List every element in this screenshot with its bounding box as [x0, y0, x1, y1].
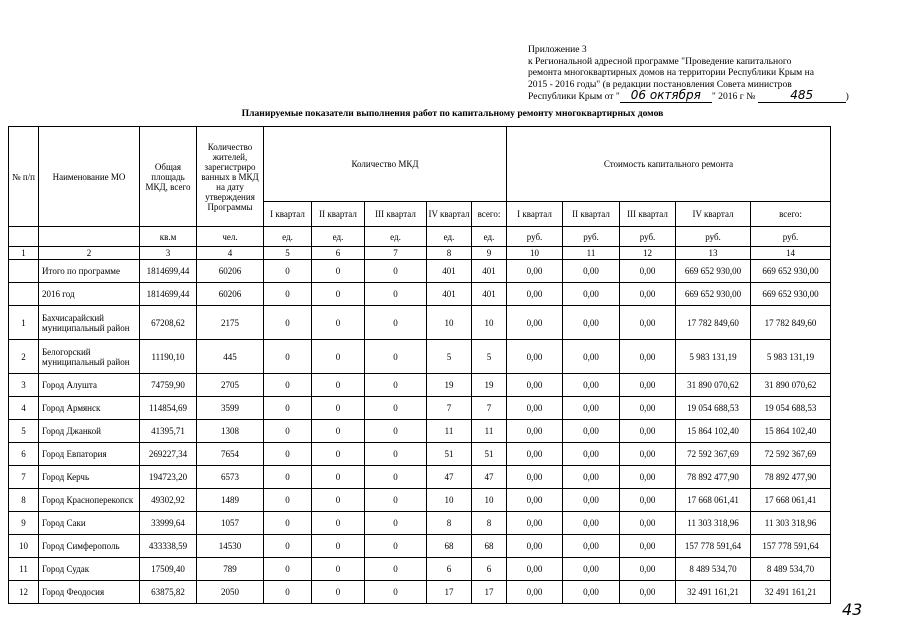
table-cell: 0 — [312, 420, 365, 443]
column-number: 13 — [676, 247, 751, 260]
table-cell: 0 — [365, 581, 427, 604]
municipality-name: Город Керчь — [39, 466, 140, 489]
table-cell: 0,00 — [563, 512, 620, 535]
municipality-name: Город Симферополь — [39, 535, 140, 558]
header-sub: II квартал — [563, 202, 620, 227]
units-cell: руб. — [563, 227, 620, 247]
table-cell: 2705 — [197, 374, 264, 397]
table-cell: 10 — [427, 489, 472, 512]
table-cell: 0,00 — [563, 340, 620, 374]
table-row — [9, 443, 831, 466]
appendix-header — [528, 44, 888, 103]
table-cell: 51 — [427, 443, 472, 466]
table-cell: 1 — [9, 306, 39, 340]
table-cell: 2175 — [197, 306, 264, 340]
table-cell: 0,00 — [563, 489, 620, 512]
column-number: 5 — [264, 247, 312, 260]
table-cell: 5 — [427, 340, 472, 374]
table-row — [9, 489, 831, 512]
table-cell: 0,00 — [620, 420, 676, 443]
table-cell: 401 — [472, 260, 507, 283]
table-cell: 17 782 849,60 — [676, 306, 751, 340]
header-sub: I квартал — [507, 202, 563, 227]
units-cell — [9, 227, 39, 247]
table-cell: 0 — [264, 397, 312, 420]
table-cell: 10 — [9, 535, 39, 558]
table-cell: 32 491 161,21 — [751, 581, 831, 604]
table-cell: 0,00 — [507, 443, 563, 466]
table-cell: 401 — [427, 260, 472, 283]
table-row — [9, 374, 831, 397]
table-cell: 0 — [365, 466, 427, 489]
table-cell: 2 — [9, 340, 39, 374]
handwritten-date: 06 октября — [620, 90, 712, 103]
table-cell: 72 592 367,69 — [676, 443, 751, 466]
table-cell: 789 — [197, 558, 264, 581]
units-cell: ед. — [312, 227, 365, 247]
table-cell: 0 — [264, 581, 312, 604]
table-cell: 669 652 930,00 — [751, 260, 831, 283]
table-cell: 31 890 070,62 — [676, 374, 751, 397]
table-cell: 0 — [312, 374, 365, 397]
column-number: 8 — [427, 247, 472, 260]
table-cell: 33999,64 — [140, 512, 197, 535]
table-cell: 1814699,44 — [140, 283, 197, 306]
table-cell: 7 — [9, 466, 39, 489]
municipality-name: Белогорский муниципальный район — [39, 340, 140, 374]
units-cell: чел. — [197, 227, 264, 247]
table-cell: 269227,34 — [140, 443, 197, 466]
units-cell: ед. — [365, 227, 427, 247]
table-cell: 0,00 — [563, 443, 620, 466]
municipality-name: Город Армянск — [39, 397, 140, 420]
table-cell: 0 — [312, 283, 365, 306]
table-cell: 157 778 591,64 — [751, 535, 831, 558]
table-cell: 0 — [365, 535, 427, 558]
table-row — [9, 466, 831, 489]
table-cell: 7654 — [197, 443, 264, 466]
table-cell: 0 — [264, 374, 312, 397]
header-residents: Количество жителей, зарегистриро ванных в МКД на дату утверждения Программы — [197, 127, 264, 227]
table-cell: 0,00 — [507, 340, 563, 374]
table-row — [9, 260, 831, 283]
table-cell: 0,00 — [563, 558, 620, 581]
table-cell: 0 — [264, 535, 312, 558]
municipality-name: Бахчисарайский муниципальный район — [39, 306, 140, 340]
table-cell: 11190,10 — [140, 340, 197, 374]
table-cell: 8 489 534,70 — [751, 558, 831, 581]
table-cell: 0,00 — [507, 283, 563, 306]
table-cell: 0 — [365, 489, 427, 512]
table-cell: 5 983 131,19 — [751, 340, 831, 374]
table-cell: 0 — [264, 306, 312, 340]
table-cell: 11 303 318,96 — [751, 512, 831, 535]
table-cell: 19 — [427, 374, 472, 397]
table-cell: 669 652 930,00 — [676, 260, 751, 283]
table-cell: 0,00 — [563, 260, 620, 283]
table-cell: 17 782 849,60 — [751, 306, 831, 340]
table-cell: 15 864 102,40 — [751, 420, 831, 443]
table-cell: 1057 — [197, 512, 264, 535]
column-number: 7 — [365, 247, 427, 260]
header-sub: I квартал — [264, 202, 312, 227]
header-mkd-count: Количество МКД — [264, 127, 507, 202]
table-cell: 0,00 — [563, 535, 620, 558]
units-cell: руб. — [676, 227, 751, 247]
table-cell: 0,00 — [620, 512, 676, 535]
table-cell: 0,00 — [620, 558, 676, 581]
table-cell: 0,00 — [507, 489, 563, 512]
table-cell: 8 — [9, 489, 39, 512]
table-cell: 49302,92 — [140, 489, 197, 512]
table-cell: 63875,82 — [140, 581, 197, 604]
table-cell: 7 — [427, 397, 472, 420]
column-number: 4 — [197, 247, 264, 260]
header-line: Республики Крым от " 06 октября " 2016 г № 485 ) — [528, 88, 849, 103]
municipality-name: Город Алушта — [39, 374, 140, 397]
table-cell: 7 — [472, 397, 507, 420]
table-cell: 0 — [312, 558, 365, 581]
header-sub: IV квартал — [427, 202, 472, 227]
table-cell: 0 — [264, 443, 312, 466]
table-cell: 0 — [365, 512, 427, 535]
table-cell: 0 — [365, 397, 427, 420]
table-cell: 41395,71 — [140, 420, 197, 443]
table-cell: 0 — [312, 443, 365, 466]
table-cell: 6573 — [197, 466, 264, 489]
table-row — [9, 306, 831, 340]
table-cell: 12 — [9, 581, 39, 604]
table-cell: 0,00 — [620, 283, 676, 306]
table-cell: 0 — [312, 260, 365, 283]
table-cell: 1814699,44 — [140, 260, 197, 283]
municipality-name: Город Судак — [39, 558, 140, 581]
table-cell: 11 — [427, 420, 472, 443]
header-sub: III квартал — [365, 202, 427, 227]
table-cell: 10 — [472, 306, 507, 340]
table-cell: 445 — [197, 340, 264, 374]
table-cell: 0 — [312, 512, 365, 535]
table-cell: 433338,59 — [140, 535, 197, 558]
table-cell: 60206 — [197, 260, 264, 283]
table-cell: 17 668 061,41 — [676, 489, 751, 512]
table-cell: 0 — [264, 489, 312, 512]
table-cell: 0,00 — [507, 535, 563, 558]
municipality-name: Город Джанкой — [39, 420, 140, 443]
column-number: 12 — [620, 247, 676, 260]
table-cell: 72 592 367,69 — [751, 443, 831, 466]
table-cell: 0,00 — [507, 466, 563, 489]
municipality-name: Город Евпатория — [39, 443, 140, 466]
table-cell: 0,00 — [620, 374, 676, 397]
table-cell: 1489 — [197, 489, 264, 512]
table-cell: 60206 — [197, 283, 264, 306]
municipality-name: Город Красноперекопск — [39, 489, 140, 512]
table-cell: 0 — [264, 260, 312, 283]
table-row — [9, 558, 831, 581]
table-cell: 5 — [472, 340, 507, 374]
units-cell: руб. — [620, 227, 676, 247]
table-cell: 401 — [472, 283, 507, 306]
table-row — [9, 535, 831, 558]
units-cell — [39, 227, 140, 247]
table-cell: 67208,62 — [140, 306, 197, 340]
table-cell: 0,00 — [563, 306, 620, 340]
table-cell: 157 778 591,64 — [676, 535, 751, 558]
table-cell: 0,00 — [620, 306, 676, 340]
table-cell: 6 — [472, 558, 507, 581]
table-cell: 0 — [264, 466, 312, 489]
table-cell: 114854,69 — [140, 397, 197, 420]
municipality-name: 2016 год — [39, 283, 140, 306]
table-cell: 17 668 061,41 — [751, 489, 831, 512]
table-row — [9, 420, 831, 443]
column-number: 9 — [472, 247, 507, 260]
table-cell: 8 — [472, 512, 507, 535]
table-cell: 17 — [472, 581, 507, 604]
table-cell: 0 — [365, 340, 427, 374]
table-cell: 5 983 131,19 — [676, 340, 751, 374]
table-cell: 0,00 — [620, 535, 676, 558]
table-cell: 1308 — [197, 420, 264, 443]
page-number: 43 — [842, 600, 863, 619]
table-cell: 0,00 — [507, 260, 563, 283]
table-cell: 68 — [427, 535, 472, 558]
table-cell: 8 — [427, 512, 472, 535]
handwritten-number: 485 — [758, 90, 846, 103]
table-cell: 0,00 — [507, 374, 563, 397]
table-cell: 0 — [365, 374, 427, 397]
table-cell: 47 — [427, 466, 472, 489]
table-cell: 0,00 — [507, 512, 563, 535]
table-cell: 669 652 930,00 — [751, 283, 831, 306]
column-number: 2 — [39, 247, 140, 260]
header-area: Общая площадь МКД, всего — [140, 127, 197, 227]
units-cell: ед. — [264, 227, 312, 247]
column-number: 11 — [563, 247, 620, 260]
column-number: 6 — [312, 247, 365, 260]
capital-repair-table — [8, 126, 831, 604]
column-number: 1 — [9, 247, 39, 260]
municipality-name: Город Саки — [39, 512, 140, 535]
table-cell: 3 — [9, 374, 39, 397]
table-cell: 10 — [472, 489, 507, 512]
table-cell: 0 — [264, 283, 312, 306]
table-cell: 74759,90 — [140, 374, 197, 397]
header-sub: всего: — [751, 202, 831, 227]
table-row — [9, 512, 831, 535]
header-name: Наименование МО — [39, 127, 140, 227]
table-cell: 0,00 — [563, 581, 620, 604]
header-sub: II квартал — [312, 202, 365, 227]
municipality-name: Город Феодосия — [39, 581, 140, 604]
units-cell: ед. — [472, 227, 507, 247]
table-cell: 0 — [365, 283, 427, 306]
table-cell: 0 — [312, 466, 365, 489]
table-cell: 0,00 — [620, 443, 676, 466]
table-cell: 6 — [9, 443, 39, 466]
table-cell: 5 — [9, 420, 39, 443]
table-cell: 0 — [312, 340, 365, 374]
header-prefix: Республики Крым от " — [528, 91, 620, 103]
table-cell: 0 — [312, 306, 365, 340]
table-cell: 0,00 — [563, 283, 620, 306]
column-number: 14 — [751, 247, 831, 260]
table-cell: 0 — [365, 558, 427, 581]
table-cell: 8 489 534,70 — [676, 558, 751, 581]
table-cell: 0,00 — [563, 420, 620, 443]
column-number: 10 — [507, 247, 563, 260]
table-cell: 47 — [472, 466, 507, 489]
table-row — [9, 581, 831, 604]
header-line: ремонта многоквартирных домов на территории Республики Крым на — [528, 67, 815, 79]
table-cell: 14530 — [197, 535, 264, 558]
header-sub: всего: — [472, 202, 507, 227]
table-cell: 0,00 — [620, 466, 676, 489]
table-cell: 6 — [427, 558, 472, 581]
header-year: 2016 г № — [718, 91, 756, 103]
column-number-row — [9, 247, 831, 260]
table-cell: 0 — [264, 420, 312, 443]
table-cell: 78 892 477,90 — [751, 466, 831, 489]
table-cell: 0,00 — [620, 260, 676, 283]
table-cell: 32 491 161,21 — [676, 581, 751, 604]
table-cell: 669 652 930,00 — [676, 283, 751, 306]
table-cell — [9, 283, 39, 306]
table-cell: 68 — [472, 535, 507, 558]
table-cell: 0,00 — [620, 340, 676, 374]
table-cell: 11 303 318,96 — [676, 512, 751, 535]
table-cell: 194723,20 — [140, 466, 197, 489]
column-number: 3 — [140, 247, 197, 260]
table-cell: 0 — [312, 397, 365, 420]
table-cell: 0 — [264, 340, 312, 374]
table-cell: 0,00 — [620, 581, 676, 604]
table-cell: 0 — [264, 558, 312, 581]
table-row — [9, 283, 831, 306]
table-cell: 0 — [312, 581, 365, 604]
header-num: № п/п — [9, 127, 39, 227]
table-cell: 0 — [365, 306, 427, 340]
header-sub: IV квартал — [676, 202, 751, 227]
table-cell: 0 — [365, 420, 427, 443]
units-cell: кв.м — [140, 227, 197, 247]
table-cell: 401 — [427, 283, 472, 306]
table-cell: 0,00 — [507, 397, 563, 420]
table-cell: 0,00 — [563, 397, 620, 420]
header-repair-cost: Стоимость капитального ремонта — [507, 127, 831, 202]
units-cell: руб. — [751, 227, 831, 247]
table-cell — [9, 260, 39, 283]
header-line: 2015 - 2016 годы" (в редакции постановления Совета министров — [528, 78, 792, 90]
table-cell: 11 — [472, 420, 507, 443]
header-line: к Региональной адресной программе "Проведение капитального — [528, 55, 792, 67]
table-title: Планируемые показатели выполнения работ по капитальному ремонту многоквартирных домов — [241, 108, 664, 119]
table-row — [9, 340, 831, 374]
table-cell: 11 — [9, 558, 39, 581]
table-cell: 0,00 — [507, 420, 563, 443]
table-cell: 51 — [472, 443, 507, 466]
units-cell: руб. — [507, 227, 563, 247]
table-cell: 2050 — [197, 581, 264, 604]
table-cell: 19 054 688,53 — [676, 397, 751, 420]
table-cell: 10 — [427, 306, 472, 340]
table-cell: 0,00 — [563, 374, 620, 397]
municipality-name: Итого по программе — [39, 260, 140, 283]
table-cell: 0 — [312, 489, 365, 512]
header-sub: III квартал — [620, 202, 676, 227]
table-cell: 0 — [365, 443, 427, 466]
table-cell: 3599 — [197, 397, 264, 420]
table-cell: 4 — [9, 397, 39, 420]
table-cell: 19 054 688,53 — [751, 397, 831, 420]
table-cell: 17509,40 — [140, 558, 197, 581]
table-cell: 0,00 — [507, 306, 563, 340]
header-suffix: ) — [845, 91, 849, 103]
table-cell: 0 — [264, 512, 312, 535]
header-line: Приложение 3 — [528, 44, 587, 55]
table-cell: 0,00 — [507, 581, 563, 604]
table-cell: 19 — [472, 374, 507, 397]
table-cell: 15 864 102,40 — [676, 420, 751, 443]
table-cell: 0,00 — [563, 466, 620, 489]
table-cell: 0,00 — [620, 397, 676, 420]
table-cell: 0,00 — [507, 558, 563, 581]
table-cell: 31 890 070,62 — [751, 374, 831, 397]
table-cell: 0 — [365, 260, 427, 283]
table-cell: 0 — [312, 535, 365, 558]
table-cell: 78 892 477,90 — [676, 466, 751, 489]
table-cell: 9 — [9, 512, 39, 535]
units-cell: ед. — [427, 227, 472, 247]
table-row — [9, 397, 831, 420]
table-cell: 0,00 — [620, 489, 676, 512]
table-cell: 17 — [427, 581, 472, 604]
